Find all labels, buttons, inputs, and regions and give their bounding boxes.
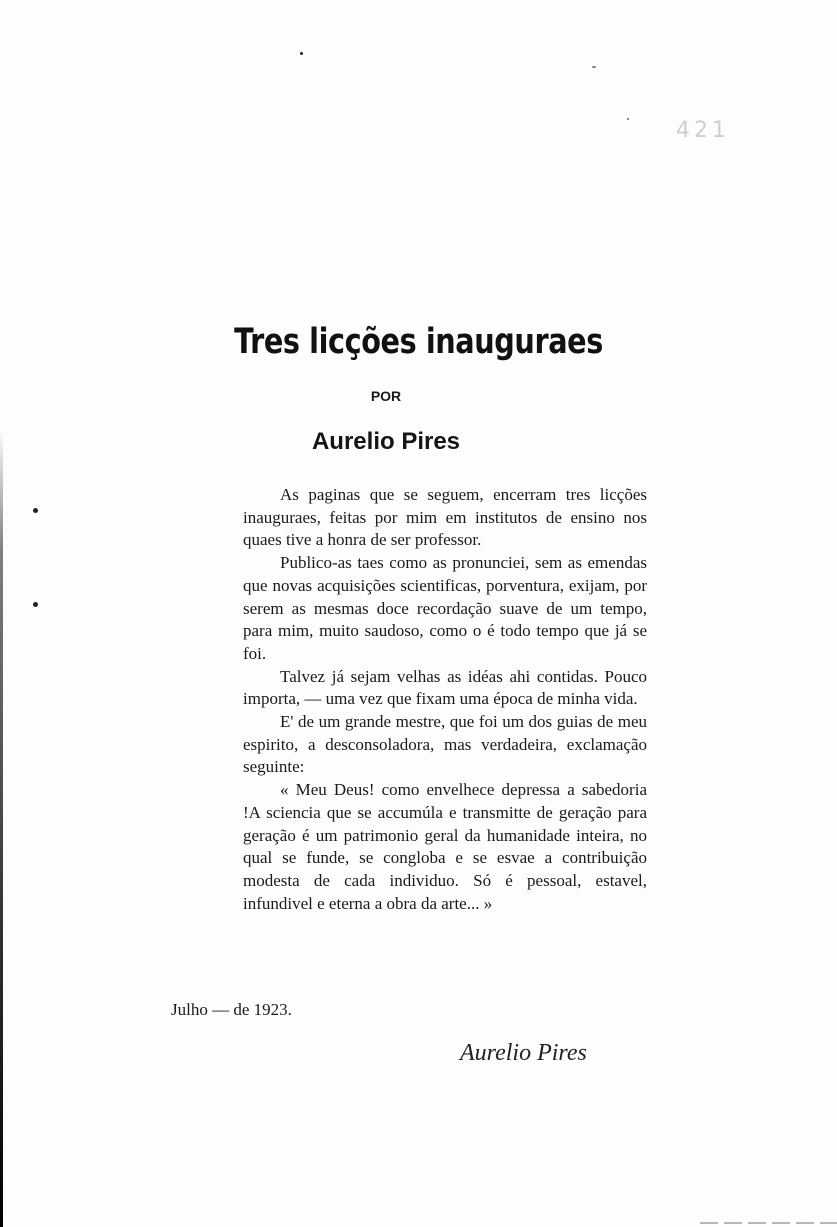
page-edge-shadow xyxy=(0,0,3,1227)
scan-speck xyxy=(33,508,38,513)
body-text xyxy=(243,484,647,915)
quotation-paragraph: « Meu Deus! como envelhece depressa a sabedoria !A sciencia que se accumúla e transmitte de geração para geração é um patrimonio geral da humanidade inteira, no qual se funde, se congloba e se esvae a contribuição modesta de cada individuo. Só é pessoal, estavel, infundivel e eterna a obra da arte... » xyxy=(243,780,647,913)
paragraph: As paginas que se seguem, encerram tres licções inauguraes, feitas por mim em institutos de ensino nos quaes tive a honra de ser professor. xyxy=(243,485,647,550)
paragraph: E' de um grande mestre, que foi um dos guias de meu espirito, a desconsoladora, mas verdadeira, exclamação seguinte: xyxy=(243,712,647,777)
date-line: Julho — de 1923. xyxy=(171,1000,292,1019)
faded-page-number: 421 xyxy=(676,118,730,143)
scan-speck xyxy=(592,66,596,68)
scan-speck xyxy=(33,602,38,607)
page-title: Tres licções inauguraes xyxy=(234,322,603,362)
paragraph: Talvez já sejam velhas as idéas ahi contidas. Pouco importa, — uma vez que fixam uma época de minha vida. xyxy=(243,666,647,709)
scan-speck xyxy=(300,52,303,55)
author-name: Aurelio Pires xyxy=(311,428,461,455)
signature: Aurelio Pires xyxy=(460,1040,587,1066)
scan-speck xyxy=(627,118,629,120)
scan-edge-marks xyxy=(700,1222,837,1224)
paragraph: Publico-as taes como as pronunciei, sem as emendas que novas acquisições scientificas, porventura, exijam, por serem as mesmas doce recordação suave de um tempo, para mim, muito saudoso, como o é todo tempo que já se foi. xyxy=(243,553,647,663)
byline-label: POR xyxy=(370,388,402,404)
